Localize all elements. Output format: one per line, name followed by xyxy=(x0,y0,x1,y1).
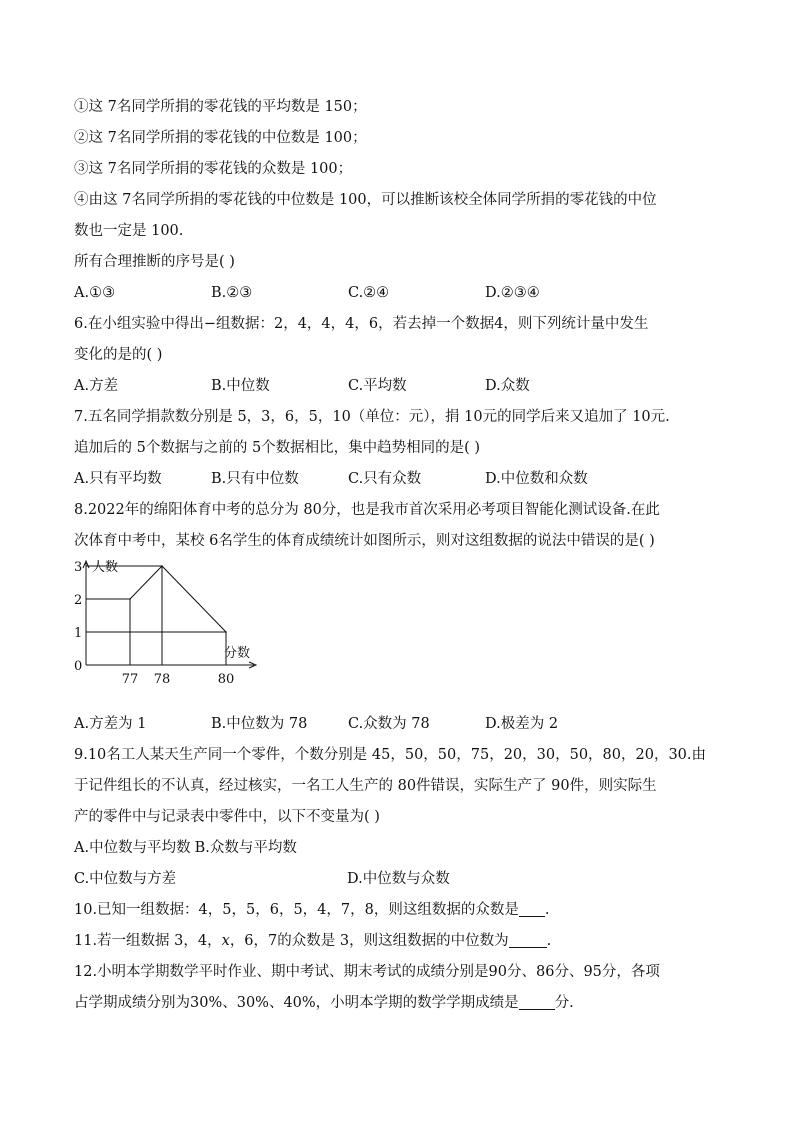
q6-option-a: A.方差 xyxy=(74,378,119,394)
origin-label: 0 xyxy=(74,659,83,674)
q10-end: . xyxy=(544,902,550,918)
q5-statement-1: ①这 7名同学所捐的零花钱的平均数是 150； xyxy=(74,99,367,115)
q9-option-b: B.众数与平均数 xyxy=(194,840,297,856)
chart-grid xyxy=(86,566,226,665)
q6-option-b: B.中位数 xyxy=(211,378,270,394)
q7-line-1: 7.五名同学捐款数分别是 5，3，6，5，10（单位：元），捐 10元的同学后来又追加了 10元. xyxy=(74,409,670,425)
q7-option-b: B.只有中位数 xyxy=(211,471,299,487)
q5-statement-2: ②这 7名同学所捐的零花钱的中位数是 100； xyxy=(74,130,367,146)
q5-option-d: D.②③④ xyxy=(485,285,540,301)
data-point-77 xyxy=(129,598,131,600)
x-tick-label-78: 78 xyxy=(153,672,171,687)
y-axis-label: 人数 xyxy=(92,560,119,575)
q6-option-c: C.平均数 xyxy=(348,378,407,394)
q9-option-d: D.中位数与众数 xyxy=(347,871,450,887)
q10-text: 10.已知一组数据：4，5，5，6，5，4，7，8，则这组数据的众数是 xyxy=(74,902,519,918)
score-chart xyxy=(74,557,724,709)
q11-text-a: 11.若一组数据 3，4， xyxy=(74,933,222,949)
score-series-line xyxy=(130,566,226,632)
q9-line-2: 于记件组长的不认真，经过核实，一名工人生产的 80件错误，实际生产了 90件，则实际生 xyxy=(74,778,657,794)
score-chart-svg xyxy=(74,557,274,709)
q12-line-2 xyxy=(74,988,724,1019)
q7-option-a: A.只有平均数 xyxy=(74,471,162,487)
q11-answer-blank[interactable] xyxy=(509,931,547,948)
q10-answer-blank[interactable] xyxy=(519,900,545,917)
q9-options-row-1 xyxy=(74,833,724,864)
q5-options xyxy=(74,278,724,309)
q10-line xyxy=(74,895,724,926)
q8-option-d: D.极差为 2 xyxy=(485,716,559,732)
q5-option-c: C.②④ xyxy=(348,285,390,301)
q11-end: . xyxy=(546,933,552,949)
q7-line-2: 追加后的 5个数据与之前的 5个数据相比，集中趋势相同的是( ) xyxy=(74,440,481,456)
q5-statement-4a: ④由这 7名同学所捐的零花钱的中位数是 100，可以推断该校全体同学所捐的零花钱的中位 xyxy=(74,192,657,208)
q9-options-row-2 xyxy=(74,864,724,895)
worksheet-page xyxy=(74,92,724,1019)
q12-line-1: 12.小明本学期数学平时作业、期中考试、期末考试的成绩分别是90分、86分、95分，各项 xyxy=(74,964,660,980)
q5-prompt: 所有合理推断的序号是( ) xyxy=(74,254,235,270)
q8-option-b: B.中位数为 78 xyxy=(211,716,308,732)
q8-option-c: C.众数为 78 xyxy=(348,716,430,732)
q6-options xyxy=(74,371,724,402)
q5-statement-4b: 数也一定是 100. xyxy=(74,223,184,239)
q9-line-3: 产的零件中与记录表中零件中，以下不变量为( ) xyxy=(74,809,380,825)
data-point-80 xyxy=(225,631,227,633)
q8-options xyxy=(74,709,724,740)
q7-option-c: C.只有众数 xyxy=(348,471,422,487)
q7-option-d: D.中位数和众数 xyxy=(485,471,588,487)
x-axis-label: 分数 xyxy=(224,646,251,661)
q9-line-1: 9.10名工人某天生产同一个零件，个数分别是 45，50，50，75，20，30，50，80，20，30.由 xyxy=(74,747,707,763)
q12-end: 分. xyxy=(554,995,574,1011)
q11-text-b: ，6，7的众数是 3，则这组数据的中位数为 xyxy=(229,933,509,949)
q11-line xyxy=(74,926,724,957)
x-tick-label-80: 80 xyxy=(217,672,235,687)
data-point-78 xyxy=(161,565,163,567)
q5-statement-3: ③这 7名同学所捐的零花钱的众数是 100； xyxy=(74,161,353,177)
q12-answer-blank[interactable] xyxy=(519,993,555,1010)
q9-option-c: C.中位数与方差 xyxy=(74,871,177,887)
q5-option-a: A.①③ xyxy=(74,285,116,301)
q6-option-d: D.众数 xyxy=(485,378,530,394)
chart-series xyxy=(129,565,227,633)
y-tick-label-3: 3 xyxy=(74,560,83,575)
q8-line-2: 次体育中考中，某校 6名学生的体育成绩统计如图所示，则对这组数据的说法中错误的是( ) xyxy=(74,533,655,549)
q11-variable: x xyxy=(221,933,230,949)
q8-line-1: 8.2022年的绵阳体育中考的总分为 80分，也是我市首次采用必考项目智能化测试设备.在此 xyxy=(74,502,660,518)
q9-option-a: A.中位数与平均数 xyxy=(74,840,191,856)
y-tick-label-2: 2 xyxy=(74,593,83,608)
q12-text: 占学期成绩分别为30%、30%、40%，小明本学期的数学学期成绩是 xyxy=(74,995,519,1011)
y-tick-label-1: 1 xyxy=(74,626,83,641)
q5-option-b: B.②③ xyxy=(211,285,253,301)
q6-line-1: 6.在小组实验中得出−组数据：2，4，4，4，6，若去掉一个数据4，则下列统计量中发生 xyxy=(74,316,649,332)
x-tick-label-77: 77 xyxy=(121,672,139,687)
q7-options xyxy=(74,464,724,495)
q6-line-2: 变化的是的( ) xyxy=(74,347,163,363)
q8-option-a: A.方差为 1 xyxy=(74,716,147,732)
